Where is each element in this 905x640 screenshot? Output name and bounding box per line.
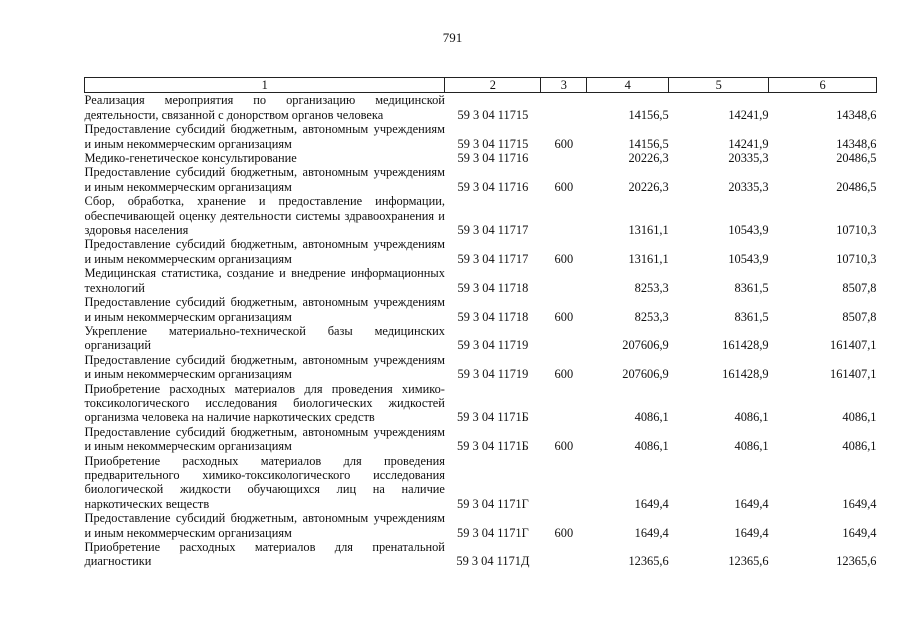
row-code: 59 3 04 1171Д: [456, 554, 530, 569]
row-name: Медико-генетическое консультирование: [84, 151, 297, 166]
row-name: Укрепление материально-технической базы медицинских организаций: [84, 323, 445, 353]
row-value-3: 161407,1: [830, 338, 877, 353]
table-row: [85, 540, 877, 569]
row-value-3: 14348,6: [836, 136, 877, 151]
header-col-1: 1: [85, 78, 445, 93]
row-value-1: 1649,4: [634, 496, 669, 511]
row-value-2: 10543,9: [728, 251, 769, 266]
row-code: 59 3 04 11716: [457, 179, 529, 194]
row-value-2: 161428,9: [722, 338, 769, 353]
row-vr: 600: [554, 525, 574, 540]
table-row: [85, 165, 877, 194]
row-vr: [541, 266, 587, 295]
row-value-3: 10710,3: [836, 251, 877, 266]
row-name: Предоставление субсидий бюджетным, автономным учреждениям и иным некоммерческим организациям: [84, 165, 445, 194]
row-value-1: 20226,3: [628, 179, 669, 194]
row-value-3: 12365,6: [836, 554, 877, 569]
row-code: 59 3 04 11716: [457, 151, 529, 166]
table-row: [85, 93, 877, 122]
row-vr: 600: [554, 179, 574, 194]
row-value-2: 12365,6: [728, 554, 769, 569]
budget-table: [84, 77, 877, 569]
row-value-1: 20226,3: [628, 151, 669, 166]
row-value-1: 13161,1: [628, 251, 669, 266]
row-value-1: 8253,3: [634, 280, 669, 295]
row-value-1: 1649,4: [634, 525, 669, 540]
row-value-2: 14241,9: [728, 136, 769, 151]
row-value-2: 10543,9: [728, 223, 769, 238]
row-vr: 600: [554, 439, 574, 454]
table-row: [85, 382, 877, 425]
row-value-1: 8253,3: [634, 309, 669, 324]
row-code: 59 3 04 1171Г: [457, 496, 529, 511]
row-value-2: 8361,5: [734, 309, 769, 324]
row-code: 59 3 04 11717: [457, 251, 529, 266]
row-value-1: 14156,5: [628, 107, 669, 122]
table-row: [85, 237, 877, 266]
row-vr: 600: [554, 136, 574, 151]
row-code: 59 3 04 11718: [457, 309, 529, 324]
row-code: 59 3 04 11715: [457, 136, 529, 151]
row-vr: 600: [554, 251, 574, 266]
row-vr: [541, 93, 587, 122]
row-code: 59 3 04 1171Б: [457, 410, 529, 425]
table-row: [85, 353, 877, 382]
header-col-5: 5: [669, 78, 769, 93]
row-value-3: 1649,4: [842, 496, 877, 511]
row-name: Предоставление субсидий бюджетным, автономным учреждениям и иным некоммерческим организациям: [84, 424, 445, 454]
row-name: Предоставление субсидий бюджетным, автономным учреждениям и иным некоммерческим организациям: [84, 511, 445, 540]
row-name: Приобретение расходных материалов для проведения предварительного химико-токсикологического исследования биологической жидкости обучающихся лиц на наличие наркотических веществ: [84, 453, 445, 511]
row-name: Предоставление субсидий бюджетным, автономным учреждениям и иным некоммерческим организациям: [84, 295, 445, 324]
row-name: Предоставление субсидий бюджетным, автономным учреждениям и иным некоммерческим организациям: [84, 352, 445, 382]
row-code: 59 3 04 11719: [457, 338, 529, 353]
row-value-2: 4086,1: [734, 410, 769, 425]
table-row: [85, 425, 877, 454]
row-value-3: 10710,3: [836, 223, 877, 238]
row-value-2: 4086,1: [734, 439, 769, 454]
table-row: [85, 324, 877, 353]
table-row: [85, 454, 877, 512]
row-value-3: 161407,1: [830, 367, 877, 382]
row-name: Медицинская статистика, создание и внедрение информационных технологий: [84, 266, 445, 295]
table-row: [85, 151, 877, 165]
row-value-2: 20335,3: [728, 179, 769, 194]
row-value-1: 13161,1: [628, 223, 669, 238]
row-value-2: 1649,4: [734, 496, 769, 511]
row-value-3: 20486,5: [836, 151, 877, 166]
page-number: 791: [442, 30, 463, 45]
table-row: [85, 266, 877, 295]
row-vr: [541, 540, 587, 569]
row-value-1: 12365,6: [628, 554, 669, 569]
header-col-4: 4: [587, 78, 669, 93]
row-vr: [541, 382, 587, 425]
row-vr: [541, 194, 587, 237]
row-name: Предоставление субсидий бюджетным, автономным учреждениям и иным некоммерческим организациям: [84, 237, 445, 266]
row-vr: [541, 454, 587, 512]
row-value-1: 207606,9: [622, 338, 669, 353]
row-value-2: 1649,4: [734, 525, 769, 540]
row-value-2: 8361,5: [734, 280, 769, 295]
row-code: 59 3 04 1171Б: [457, 439, 529, 454]
row-vr: 600: [554, 309, 574, 324]
row-name: Реализация мероприятия по организацию медицинской деятельности, связанной с донорством органов человека: [84, 93, 445, 122]
row-value-2: 14241,9: [728, 107, 769, 122]
table-row: [85, 194, 877, 237]
row-name: Приобретение расходных материалов для проведения химико-токсикологического исследования биологических жидкостей организма человека на наличие наркотических средств: [84, 381, 445, 425]
row-code: 59 3 04 11718: [457, 280, 529, 295]
row-value-3: 14348,6: [836, 107, 877, 122]
row-value-3: 20486,5: [836, 179, 877, 194]
row-vr: [541, 324, 587, 353]
row-value-1: 14156,5: [628, 136, 669, 151]
row-value-3: 1649,4: [842, 525, 877, 540]
header-col-6: 6: [769, 78, 877, 93]
row-code: 59 3 04 11715: [457, 107, 529, 122]
row-value-1: 4086,1: [634, 439, 669, 454]
row-value-3: 8507,8: [842, 309, 877, 324]
table-row: [85, 511, 877, 540]
row-value-1: 4086,1: [634, 410, 669, 425]
row-name: Приобретение расходных материалов для пренатальной диагностики: [84, 540, 445, 569]
row-name: Сбор, обработка, хранение и предоставление информации, обеспечивающей оценку деятельности системы здравоохранения и здоровья населения: [84, 194, 445, 238]
row-code: 59 3 04 11717: [457, 223, 529, 238]
row-value-2: 161428,9: [722, 367, 769, 382]
header-row: [85, 78, 877, 93]
table-row: [85, 295, 877, 324]
row-value-3: 4086,1: [842, 410, 877, 425]
row-vr: [541, 151, 587, 165]
row-value-3: 4086,1: [842, 439, 877, 454]
row-name: Предоставление субсидий бюджетным, автономным учреждениям и иным некоммерческим организациям: [84, 122, 445, 151]
header-col-3: 3: [541, 78, 587, 93]
row-code: 59 3 04 1171Г: [457, 525, 529, 540]
row-value-1: 207606,9: [622, 367, 669, 382]
row-vr: 600: [554, 367, 574, 382]
row-value-2: 20335,3: [728, 151, 769, 166]
row-code: 59 3 04 11719: [457, 367, 529, 382]
table-row: [85, 122, 877, 151]
row-value-3: 8507,8: [842, 280, 877, 295]
header-col-2: 2: [445, 78, 541, 93]
